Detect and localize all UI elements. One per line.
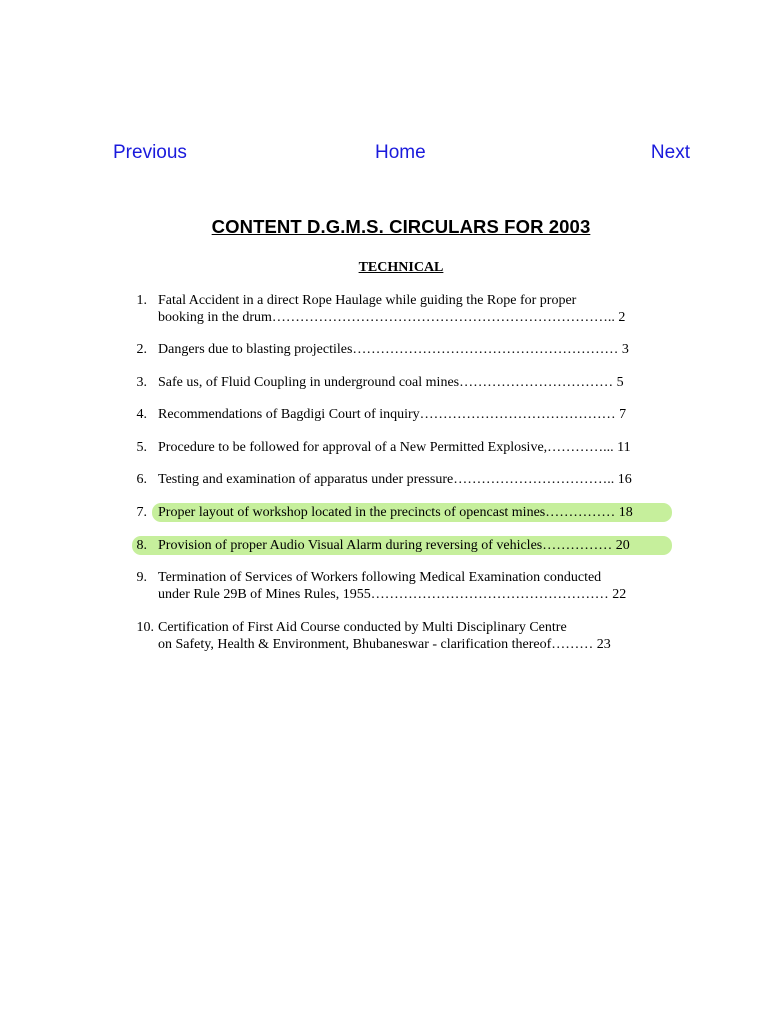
toc-entry-line: on Safety, Health & Environment, Bhubaneswar - clarification thereof……… 23 [158,637,611,652]
page-title: CONTENT D.G.M.S. CIRCULARS FOR 2003 [211,216,591,237]
toc-entry-line: Safe us, of Fluid Coupling in underground coal mines…………………………… 5 [158,375,624,390]
toc-entry-line: under Rule 29B of Mines Rules, 1955…………………………………………… 22 [158,587,627,602]
toc-entry-text [158,619,678,653]
previous-link[interactable]: Previous [113,142,187,163]
toc-entry-number: 3. [136,375,147,390]
toc-entry-text [158,439,678,456]
section-heading: TECHNICAL [358,260,444,275]
toc-entry-number: 2. [136,342,147,357]
toc-entry-line: Fatal Accident in a direct Rope Haulage while guiding the Rope for proper [158,293,577,308]
toc-entry-text [158,569,678,603]
toc-entry-line: Certification of First Aid Course conducted by Multi Disciplinary Centre [158,620,567,635]
toc-entry-line: Provision of proper Audio Visual Alarm during reversing of vehicles…………… 20 [158,538,630,553]
toc-entry-number: 6. [136,472,147,487]
toc-entry-line: Dangers due to blasting projectiles………………………………………………… 3 [158,342,629,357]
toc-entry-text [158,341,678,358]
toc-entry-text [158,504,678,521]
toc-entry-line: Testing and examination of apparatus under pressure…………………………….. 16 [158,472,632,487]
next-link[interactable]: Next [650,142,690,163]
toc-entry-line: booking in the drum……………………………………………………………….. 2 [158,310,626,325]
toc-entry-number: 9. [136,570,147,585]
toc-entry-number: 5. [136,440,147,455]
toc-entry-line: Proper layout of workshop located in the precincts of opencast mines…………… 18 [158,505,633,520]
toc-entry-number: 1. [136,293,147,308]
toc-entry-line: Termination of Services of Workers following Medical Examination conducted [158,570,602,585]
toc-entry-text [158,406,678,423]
toc-entry-text [158,537,678,554]
navigation-bar [0,141,768,167]
home-link[interactable]: Home [375,142,426,163]
toc-entry-line: Recommendations of Bagdigi Court of inquiry…………………………………… 7 [158,407,627,422]
toc-entry-text [158,292,678,326]
toc-entry-text [158,471,678,488]
toc-entry-line: Procedure to be followed for approval of a New Permitted Explosive,…………... 11 [158,440,631,455]
toc-entry-number: 10. [136,620,154,635]
toc-entry-number: 8. [136,538,147,553]
toc-entry-text [158,374,678,391]
toc-entry-number: 4. [136,407,147,422]
toc-entry-number: 7. [136,505,147,520]
